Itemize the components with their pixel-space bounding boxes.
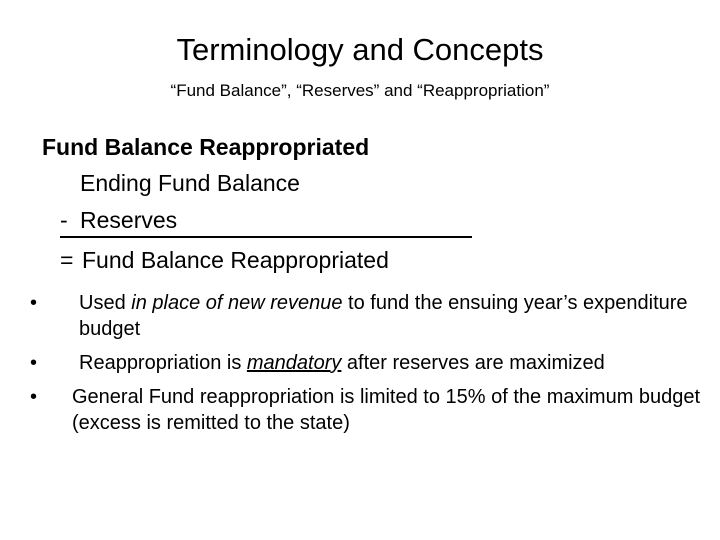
bullet-item-general-fund [30, 384, 702, 436]
bullet-item-new-revenue [30, 290, 702, 342]
calc-line-reserves [60, 204, 177, 236]
calc-line-ending-fund-balance: Ending Fund Balance [80, 170, 300, 196]
bullet-text: General Fund reappropriation is limited to 15% of the maximum budget (excess is remitted to the state) [72, 386, 701, 434]
bullet-text: after reserves are maximized [341, 352, 605, 374]
bullet-emphasis: in place of new revenue [131, 292, 343, 314]
slide-title: Terminology and Concepts [176, 32, 544, 67]
calc-line-result [60, 244, 389, 276]
equals-operator: = [60, 247, 74, 273]
bullet-list [30, 290, 702, 444]
bullet-text: Reappropriation is [79, 352, 247, 374]
minus-operator: - [60, 207, 68, 233]
section-heading: Fund Balance Reappropriated [42, 134, 370, 160]
subtraction-rule [60, 236, 472, 238]
bullet-emphasis: mandatory [246, 352, 342, 374]
bullet-text: to fund the ensuing year’s expenditure budget [79, 292, 688, 340]
bullet-dot-icon: • [30, 292, 38, 314]
bullet-item-mandatory [30, 350, 702, 376]
bullet-text: Used [79, 292, 132, 314]
bullet-dot-icon: • [30, 386, 38, 408]
slide-subtitle: “Fund Balance”, “Reserves” and “Reappropriation” [170, 81, 550, 100]
bullet-dot-icon: • [30, 352, 38, 374]
calc-result-label: Fund Balance Reappropriated [82, 247, 389, 273]
calc-reserves-label: Reserves [80, 207, 178, 233]
